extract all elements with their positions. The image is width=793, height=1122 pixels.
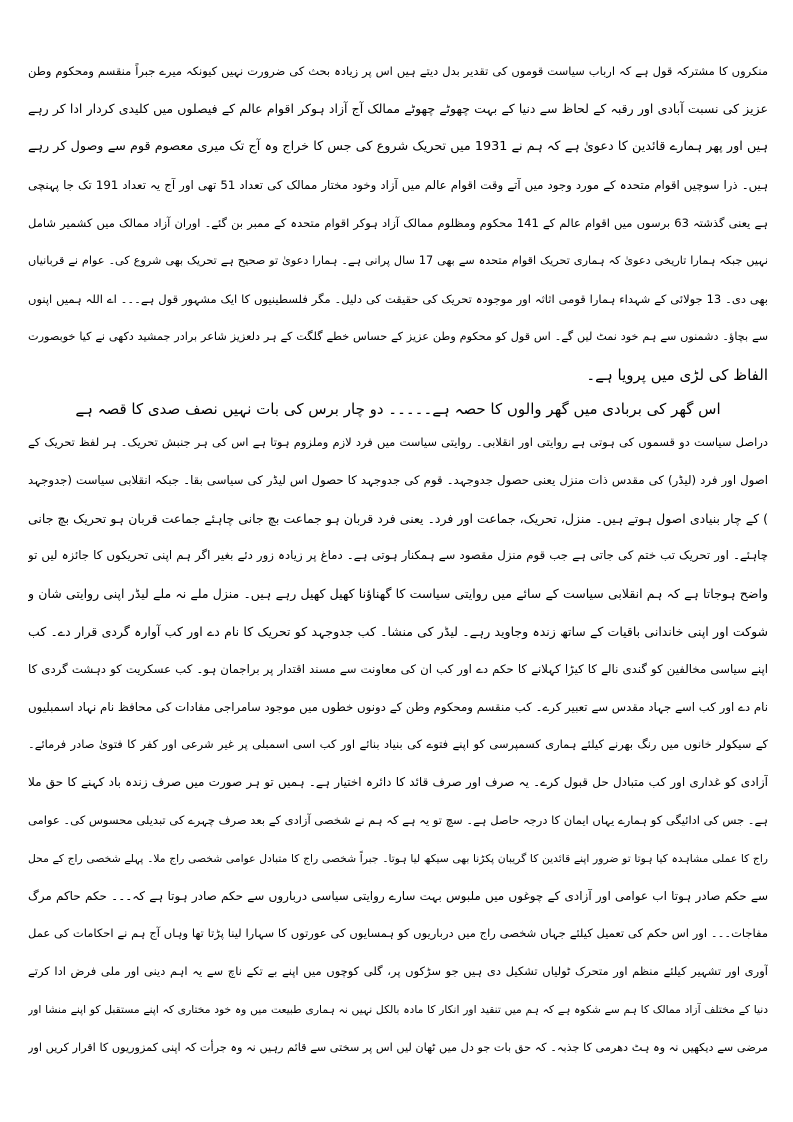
- poetry-couplet: اس گھر کی بربادی میں گھر والوں کا حصہ ہے۔۔۔۔۔ دو چار برس کی بات نہیں نصف صدی کا قصہ ہے: [75, 400, 721, 418]
- text-line: بھی دی۔ 13 جولائی کے شہداء ہمارا قومی اثاثہ اور موجودہ تحریک کی حقیقت کی دلیل۔ مگر فلسطینیوں کا ایک مشہور قول ہے۔۔۔ اے اللہ ہمیں اپنوں: [28, 292, 768, 306]
- text-line: کے سیکولر خانوں میں رنگ بھرنے کیلئے ہماری کسمپرسی کو اپنے فتوے کی بنیاد بنائے اور کب اسی اسمبلی پر غیر شرعی اور کفر کا فتویٰ صادر فرمائے۔: [28, 737, 768, 752]
- text-line: سے بچاؤ۔ دشمنوں سے ہم خود نمٹ لیں گے۔ اس قول کو محکوم وطن عزیز کے حساس خطے گلگت کے ہر دلعزیز شاعر برادر جمشید دکھی نے کیا خوبصورت: [28, 330, 768, 343]
- text-line: دنیا کے مختلف آزاد ممالک کا ہم سے شکوہ ہے کہ ہم میں تنقید اور انکار کا مادہ بالکل نہیں نہ ہماری طبیعت میں وہ خود مختاری کہ اپنے مستقبل کو اپنے منشا اور: [28, 1002, 768, 1016]
- text-line: آزادی کو غداری اور کب متبادل حل قبول کرے۔ یہ صرف اور صرف قائد کا دائرہ اختیار ہے۔ ہمیں تو ہر صورت میں صرف زندہ باد کہنے کا حق ملا: [28, 775, 768, 790]
- text-line: ہیں۔ ذرا سوچیں اقوام متحدہ کے مورد وجود میں آتے وقت اقوام عالم میں آزاد وخود مختار ممالک کی تعداد 51 تھی اور آج یہ تعداد 191 تک جا پہنچی: [28, 178, 768, 192]
- paragraph-2: [28, 424, 768, 1067]
- text-line: الفاظ کی لڑی میں پرویا ہے۔: [586, 366, 768, 384]
- text-line: منکروں کا مشترکہ قول ہے کہ ارباب سیاست قوموں کی تقدیر بدل دیتے ہیں اس پر زیادہ بحث کی ضرورت نہیں کیونکہ میرے جبراً منقسم ومحکوم وطن: [28, 64, 768, 78]
- text-line: مفاجات۔۔۔ اور اس حکم کی تعمیل کیلئے جہاں شخصی راج میں درباریوں کو ہمسایوں کی عورتوں کا سہارا لینا پڑتا تھا وہاں آج ہم نے احکامات کی عمل: [28, 926, 768, 941]
- text-line: عزیز کی نسبت آبادی اور رقبہ کے لحاظ سے دنیا کے بہت چھوٹے چھوٹے ممالک آج آزاد ہوکر اقوام عالم کے فیصلوں میں کلیدی کردار ادا کر رہے: [28, 101, 768, 116]
- text-line: ہیں اور پھر ہمارے قائدین کا دعویٰ ہے کہ ہم نے 1931 میں تحریک شروع کی جس کا خراج وہ آج تک میری معصوم قوم سے وصول کر رہے: [28, 139, 768, 154]
- text-line: مرضی سے دیکھیں نہ وہ ہٹ دھرمی کا جذبہ۔ کہ حق بات جو دل میں ٹھان لیں اس پر سختی سے قائم رہیں نہ وہ جرأت کہ اپنی کمزوریوں کا اقرار کریں اور: [28, 1040, 768, 1054]
- text-line: ہے۔ جس کی ادائیگی کو ہمارے یہاں ایمان کا درجہ حاصل ہے۔ سچ تو یہ ہے کہ ہم نے شخصی آزادی کے بعد صرف چہرے کی تبدیلی محسوس کی۔ عوامی: [28, 812, 768, 827]
- text-line: اصول اور فرد (لیڈر) کی مقدس ذات منزل یعنی حصول جدوجہد۔ قوم کی جدوجہد کا حصول اس لیڈر کی سیاسی بقا۔ جبکہ انقلابی سیاست (جدوجہد: [28, 472, 768, 487]
- text-line: ہے یعنی گذشتہ 63 برسوں میں اقوام عالم کے 141 محکوم ومظلوم ممالک آزاد ہوکر اقوام متحدہ کے ممبر بن گئے۔ اوران آزاد ممالک میں کشمیر شامل: [28, 216, 768, 230]
- text-line: واضح ہوجاتا ہے کہ ہم انقلابی سیاست کے سائے میں روایتی سیاست کا گھناؤنا کھیل کھیل رہے ہیں۔ منزل ملے نہ ملے لیڈر اپنی روایتی شان و: [28, 586, 768, 602]
- text-line: اپنے سیاسی مخالفین کو گندی نالے کا کیڑا کہلانے کا حکم دے اور کب ان کی معاونت سے مسند اقتدار پر براجمان ہو۔ کب عسکریت کو دہشت گردی کا: [28, 661, 768, 676]
- text-line: شوکت اور اپنی خاندانی باقیات کے ساتھ زندہ وجاوید رہے۔ لیڈر کی منشا۔ کب جدوجہد کو تحریک کا نام دے اور کب آوارہ گردی قرار دے۔ کب: [28, 623, 768, 639]
- text-line: نام دے اور کب اسے جہاد مقدس سے تعبیر کرے۔ کب منقسم ومحکوم وطن کے دونوں خطوں میں موجود سامراجی مفادات کی محافظ نام نہاد اسمبلیوں: [28, 699, 768, 714]
- text-line: راج کا عملی مشاہدہ کیا ہوتا تو ضرور اپنے قائدین کا گریبان پکڑنا بھی سیکھ لیا ہوتا۔ جبراً شخصی راج کا متبادل عوامی شخصی راج ملا۔ پہلے شخصی راج کے محل: [28, 851, 768, 865]
- text-line: دراصل سیاست دو قسموں کی ہوتی ہے روایتی اور انقلابی۔ روایتی سیاست میں فرد لازم وملزوم ہوتا ہے اس کی ہر جنبش تحریک۔ ہر لفظ تحریک کے: [28, 435, 768, 449]
- paragraph-1: [28, 52, 768, 394]
- text-line: چاہئے۔ اور تحریک تب ختم کی جاتی ہے جب قوم منزل مقصود سے ہمکنار ہوتی ہے۔ دماغ پر زیادہ زور دئے بغیر اگر ہم اپنی تحریکوں کا جائزہ لیں تو: [28, 548, 768, 563]
- text-line: سے حکم صادر ہوتا اب عوامی اور آزادی کے چوغوں میں ملبوس بہت سارے روایتی سیاسی درباروں سے حکم صادر ہوتا ہے کہ۔۔۔ حکم حاکم مرگ: [28, 888, 768, 903]
- document-page: [28, 52, 768, 1067]
- text-line: نہیں جبکہ ہمارا تاریخی دعویٰ کہ ہماری تحریک اقوام متحدہ سے بھی 17 سال پرانی ہے۔ ہمارا دعویٰ تو صحیح ہے تحریک بھی شروع کی۔ عوام نے قربانیاں: [28, 254, 768, 267]
- text-line: آوری اور تشہیر کیلئے منظم اور متحرک ٹولیاں تشکیل دی ہیں جو سڑکوں پر، گلی کوچوں میں اپنے بے تکے ناچ سے یہ اہم دینی اور ملی فرض ادا کرتے: [28, 964, 768, 979]
- text-line: ) کے چار بنیادی اصول ہوتے ہیں۔ منزل، تحریک، جماعت اور فرد۔ یعنی فرد قربان ہو جماعت بچ جانی چاہئے جماعت قربان ہو تحریک بچ جانی: [28, 510, 768, 526]
